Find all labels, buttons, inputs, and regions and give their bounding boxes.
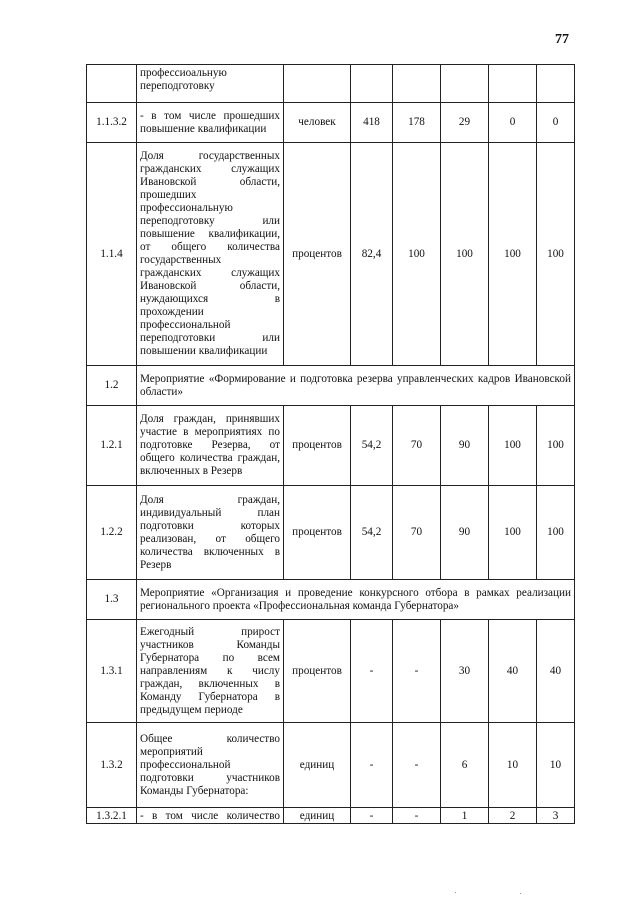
unit-cell: единиц — [284, 808, 351, 824]
indicator-name: Доля государственных гражданских служащих Ивановской области, прошедших профессиональную переподготовку или повышение квалификации, от общего количества государственных гражданских служащих Ивановской области, нуждающихся в прохождении профессиональной переподготовки или повышении квалификации — [137, 143, 284, 366]
section-title: Мероприятие «Организация и проведение конкурсного отбора в рамках реализации регионального проекта «Профессиональная команда Губернатора» — [137, 580, 575, 620]
row-number — [87, 65, 137, 103]
unit-cell: человек — [284, 103, 351, 143]
value-cell — [489, 65, 537, 103]
row-number: 1.2.2 — [87, 486, 137, 580]
value-cell: 70 — [393, 486, 441, 580]
scan-speck — [520, 893, 521, 894]
section-row — [87, 580, 575, 620]
indicator-name: - в том числе количество — [137, 808, 284, 824]
value-cell: - — [393, 808, 441, 824]
value-cell: 100 — [489, 486, 537, 580]
value-cell: 90 — [441, 486, 489, 580]
value-cell: 40 — [489, 620, 537, 723]
value-cell: 82,4 — [351, 143, 393, 366]
table-row — [87, 723, 575, 808]
value-cell: 100 — [489, 143, 537, 366]
unit-cell: процентов — [284, 143, 351, 366]
scan-speck — [455, 892, 456, 893]
section-title: Мероприятие «Формирование и подготовка резерва управленческих кадров Ивановской области» — [137, 366, 575, 406]
value-cell: 30 — [441, 620, 489, 723]
value-cell: 178 — [393, 103, 441, 143]
value-cell: 418 — [351, 103, 393, 143]
table-row — [87, 65, 575, 103]
value-cell: 1 — [441, 808, 489, 824]
value-cell: 10 — [537, 723, 575, 808]
row-number: 1.1.3.2 — [87, 103, 137, 143]
value-cell: 100 — [537, 486, 575, 580]
row-number: 1.3.2.1 — [87, 808, 137, 824]
row-number: 1.2 — [87, 366, 137, 406]
value-cell — [441, 65, 489, 103]
row-number: 1.2.1 — [87, 406, 137, 486]
value-cell: - — [393, 723, 441, 808]
value-cell: 54,2 — [351, 486, 393, 580]
indicator-name: Ежегодный прирост участников Команды Губернатора по всем направлениям к числу граждан, включенных в Команду Губернатора в предыдущем периоде — [137, 620, 284, 723]
indicator-name: Доля граждан, индивидуальный план подготовки которых реализован, от общего количества включенных в Резерв — [137, 486, 284, 580]
value-cell: - — [351, 808, 393, 824]
row-number: 1.3.1 — [87, 620, 137, 723]
row-number: 1.1.4 — [87, 143, 137, 366]
indicator-name: Общее количество мероприятий профессиональной подготовки участников Команды Губернатора: — [137, 723, 284, 808]
table-row — [87, 406, 575, 486]
table-row — [87, 486, 575, 580]
value-cell: 70 — [393, 406, 441, 486]
row-number: 1.3 — [87, 580, 137, 620]
unit-cell: процентов — [284, 486, 351, 580]
value-cell: 90 — [441, 406, 489, 486]
indicator-name: профессиоальную переподготовку — [137, 65, 284, 103]
indicators-table — [86, 64, 575, 824]
value-cell: 54,2 — [351, 406, 393, 486]
value-cell: - — [351, 620, 393, 723]
value-cell: 100 — [489, 406, 537, 486]
value-cell: 100 — [441, 143, 489, 366]
value-cell: 100 — [537, 406, 575, 486]
value-cell: 10 — [489, 723, 537, 808]
table-row — [87, 620, 575, 723]
unit-cell: процентов — [284, 406, 351, 486]
unit-cell: единиц — [284, 723, 351, 808]
unit-cell — [284, 65, 351, 103]
page-number: 77 — [555, 32, 569, 47]
section-row — [87, 366, 575, 406]
table-row — [87, 143, 575, 366]
indicator-name: - в том числе прошедших повышение квалификации — [137, 103, 284, 143]
value-cell: 100 — [537, 143, 575, 366]
value-cell: 29 — [441, 103, 489, 143]
value-cell: - — [393, 620, 441, 723]
indicator-name: Доля граждан, принявших участие в мероприятиях по подготовке Резерва, от общего количества граждан, включенных в Резерв — [137, 406, 284, 486]
table-row — [87, 103, 575, 143]
value-cell: 2 — [489, 808, 537, 824]
value-cell: 0 — [537, 103, 575, 143]
value-cell — [537, 65, 575, 103]
value-cell: - — [351, 723, 393, 808]
row-number: 1.3.2 — [87, 723, 137, 808]
value-cell: 100 — [393, 143, 441, 366]
unit-cell: процентов — [284, 620, 351, 723]
value-cell: 0 — [489, 103, 537, 143]
value-cell — [351, 65, 393, 103]
value-cell: 3 — [537, 808, 575, 824]
value-cell: 40 — [537, 620, 575, 723]
table-row — [87, 808, 575, 824]
value-cell: 6 — [441, 723, 489, 808]
value-cell — [393, 65, 441, 103]
